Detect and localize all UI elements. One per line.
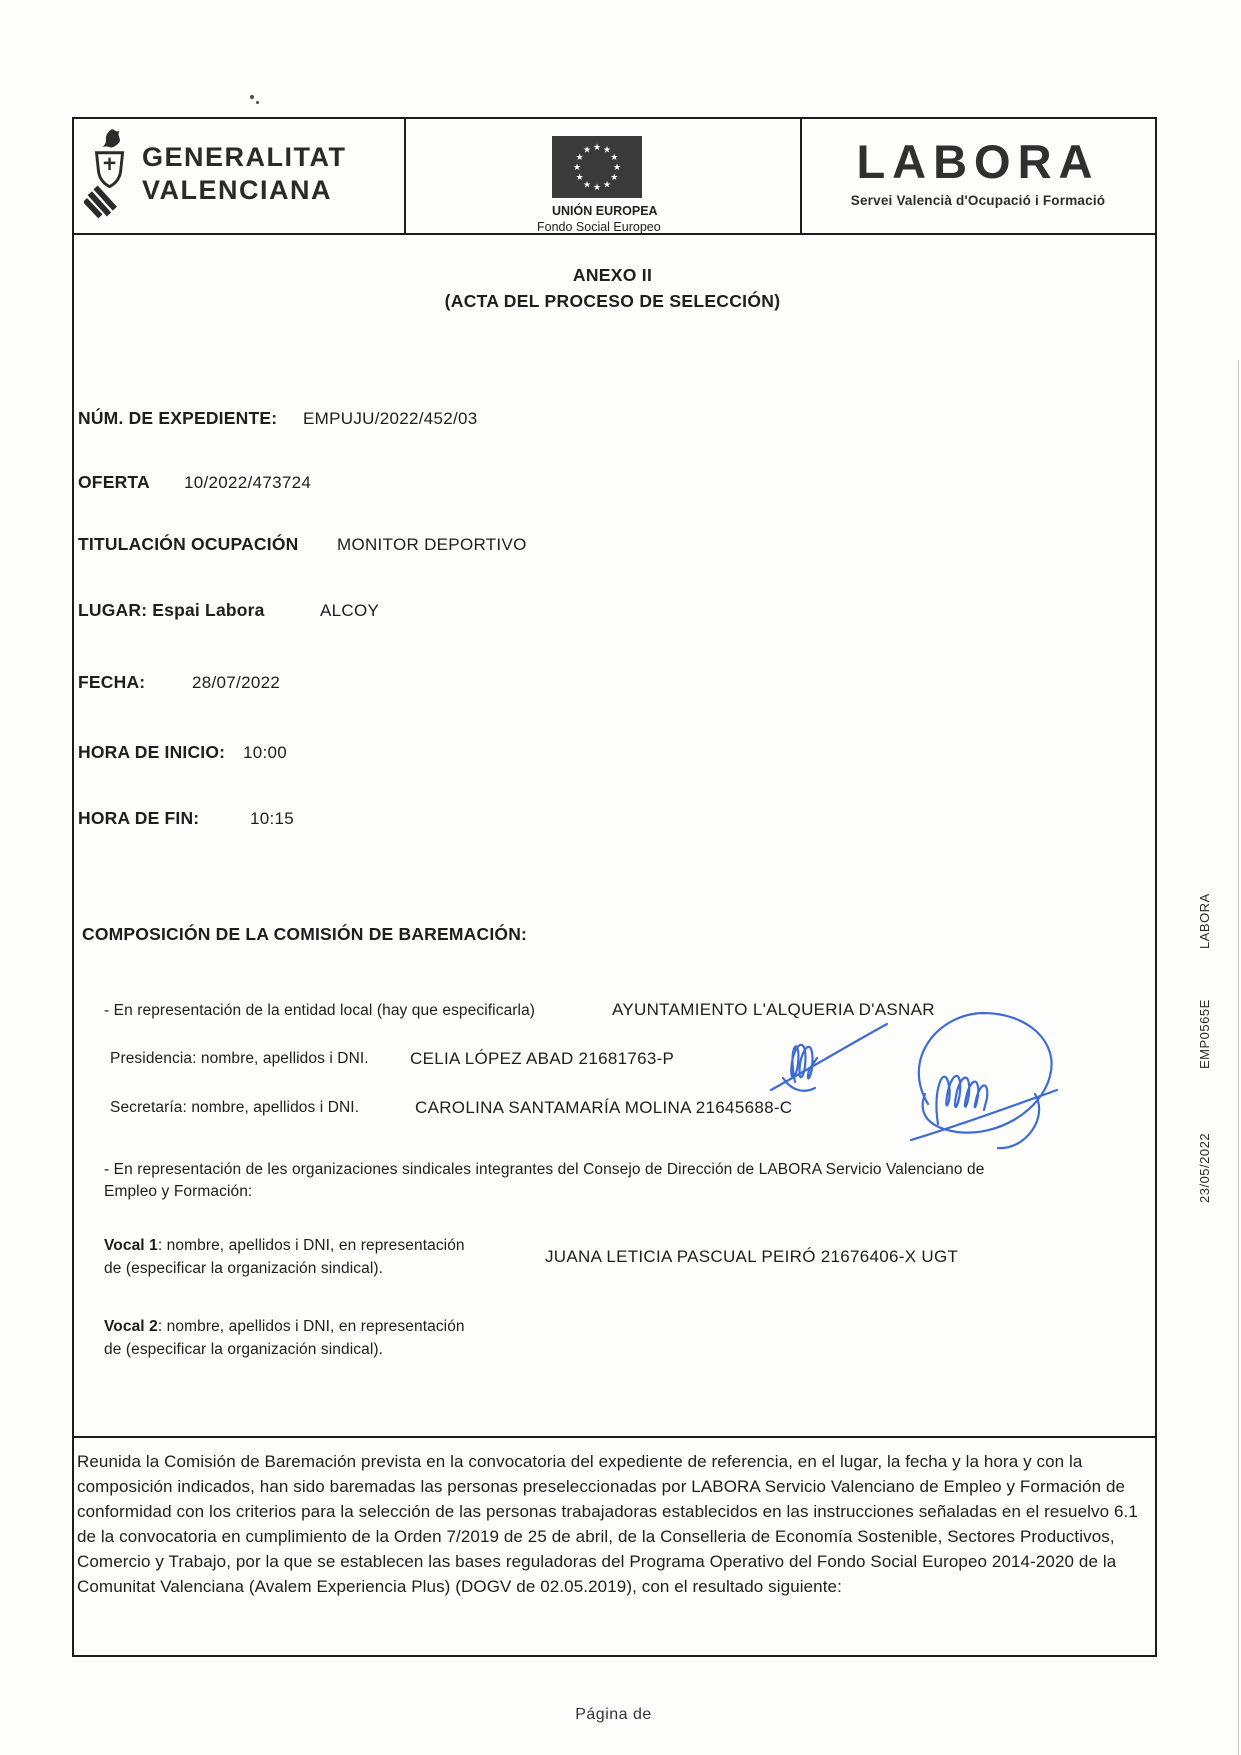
fecha-label: FECHA: <box>78 672 146 692</box>
presidencia-signature <box>765 1016 895 1098</box>
vocal2-label-bold: Vocal 2 <box>104 1318 158 1335</box>
presidencia-label: Presidencia: nombre, apellidos i DNI. <box>110 1050 369 1067</box>
sindicales-text-line2: Empleo y Formación: <box>104 1183 253 1200</box>
titulacion-value: MONITOR DEPORTIVO <box>337 535 527 554</box>
svg-text:★: ★ <box>610 173 619 183</box>
svg-text:★: ★ <box>592 183 602 193</box>
svg-text:★: ★ <box>602 145 612 156</box>
secretaria-signature <box>883 1004 1068 1159</box>
titulacion-label: TITULACIÓN OCUPACIÓN <box>78 534 299 554</box>
expediente-label: NÚM. DE EXPEDIENTE: <box>78 408 278 428</box>
scan-edge-line <box>1238 360 1239 1755</box>
eu-flag-icon <box>552 136 642 198</box>
lugar-value: ALCOY <box>320 601 380 620</box>
oferta-label: OFERTA <box>78 472 150 492</box>
svg-text:★: ★ <box>575 153 584 163</box>
vocal2-label-rest: : nombre, apellidos i DNI, en representación <box>157 1318 465 1335</box>
presidencia-value: CELIA LÓPEZ ABAD 21681763-P <box>410 1049 675 1068</box>
vocal2-label-line2: de (especificar la organización sindical). <box>104 1341 384 1358</box>
generalitat-valenciana-emblem-icon <box>84 127 138 219</box>
sidebar-labora-text: LABORA <box>1197 893 1212 949</box>
svg-text:★: ★ <box>575 173 584 183</box>
svg-text:★: ★ <box>582 180 592 191</box>
hora-inicio-value: 10:00 <box>243 743 288 762</box>
vocal1-label-bold: Vocal 1 <box>104 1237 158 1254</box>
svg-text:★: ★ <box>610 153 619 163</box>
svg-text:★: ★ <box>592 143 602 153</box>
form-border-box <box>72 117 1157 1657</box>
secretaria-label: Secretaría: nombre, apellidos i DNI. <box>110 1099 360 1116</box>
labora-wordmark: LABORA <box>856 135 1100 188</box>
svg-text:★: ★ <box>612 163 622 173</box>
secretaria-value: CAROLINA SANTAMARÍA MOLINA 21645688-C <box>415 1098 793 1117</box>
closing-paragraph: Reunida la Comisión de Baremación prevista en la convocatoria del expediente de referencia, en el lugar, la fecha y la hora y con la composición indicados, han sido baremadas las personas preseleccionadas por LABORA Servicio Valenciano de Empleo y Formación de conformidad con los criterios para la selección de las personas trabajadoras establecidos en las instrucciones señaladas en el resuelvo 6.1 de la convocatoria en cumplimiento de la Orden 7/2019 de 25 de abril, de la Conselleria de Economía Sostenible, Sectores Productivos, Comercio y Trabajo, por la que se establecen las bases reguladoras del Programa Operativo del Fondo Social Europeo 2014-2020 de la Comunitat Valenciana (Avalem Experiencia Plus) (DOGV de 02.05.2019), con el resultado siguiente: <box>77 1452 1138 1596</box>
fecha-value: 28/07/2022 <box>192 673 281 692</box>
vocal1-label-line1 <box>104 1237 465 1255</box>
page-footer-label: Página de <box>575 1706 652 1723</box>
entidad-local-label: - En representación de la entidad local (hay que especificarla) <box>104 1002 536 1019</box>
vocal2-label-line1 <box>104 1318 465 1336</box>
sidebar-date: 23/05/2022 <box>1197 1132 1212 1203</box>
entidad-local-value: AYUNTAMIENTO L'ALQUERIA D'ASNAR <box>612 1000 935 1019</box>
labora-tagline: Servei Valencià d'Ocupació i Formació <box>850 193 1106 208</box>
svg-text:★: ★ <box>602 180 612 191</box>
header-divider-1 <box>404 117 406 233</box>
scan-artifact-dot <box>256 101 259 104</box>
hora-fin-value: 10:15 <box>250 809 295 828</box>
oferta-value: 10/2022/473724 <box>184 473 312 492</box>
generalitat-wordmark-line1: GENERALITAT <box>142 142 347 172</box>
vocal1-value: JUANA LETICIA PASCUAL PEIRÓ 21676406-X UGT <box>545 1247 959 1266</box>
hora-inicio-label: HORA DE INICIO: <box>78 742 226 762</box>
sindicales-text-line1: - En representación de les organizaciones sindicales integrantes del Consejo de Dirección de LABORA Servicio Valenciano de <box>104 1161 985 1178</box>
document-title-line1: ANEXO II <box>572 265 653 285</box>
sidebar-form-code: EMP0565E <box>1197 999 1212 1069</box>
svg-text:★: ★ <box>572 163 582 173</box>
generalitat-wordmark-line2: VALENCIANA <box>142 175 332 205</box>
paragraph-divider <box>72 1436 1155 1438</box>
lugar-label: LUGAR: Espai Labora <box>78 600 265 620</box>
vocal1-label-rest: : nombre, apellidos i DNI, en representación <box>157 1237 465 1254</box>
svg-text:★: ★ <box>582 145 592 156</box>
vocal1-label-line2: de (especificar la organización sindical). <box>104 1260 384 1277</box>
comision-heading: COMPOSICIÓN DE LA COMISIÓN DE BAREMACIÓN: <box>82 924 528 944</box>
document-title-line2: (ACTA DEL PROCESO DE SELECCIÓN) <box>444 291 781 311</box>
eu-caption-line2: Fondo Social Europeo <box>537 220 661 234</box>
hora-fin-label: HORA DE FIN: <box>78 808 200 828</box>
scan-artifact-dot <box>250 95 254 99</box>
eu-caption-line1: UNIÓN EUROPEA <box>552 204 658 218</box>
expediente-value: EMPUJU/2022/452/03 <box>303 409 478 428</box>
